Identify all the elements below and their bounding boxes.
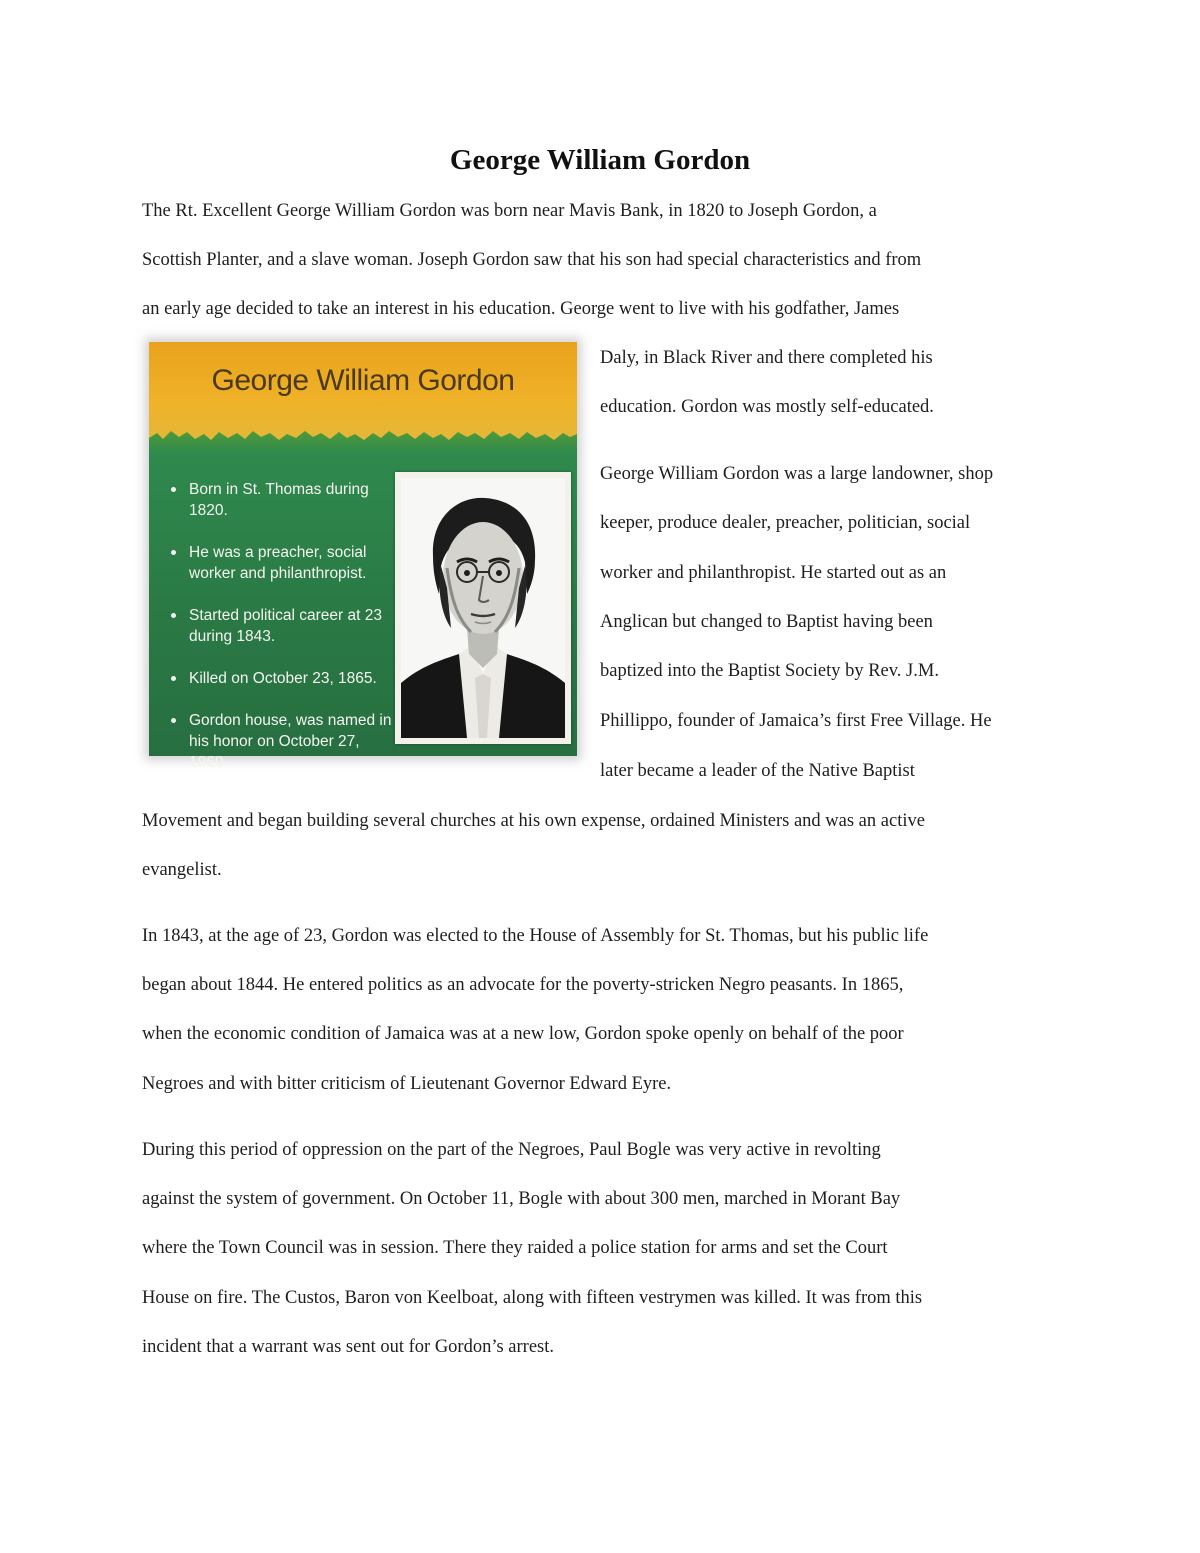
slide-bullet: He was a preacher, social worker and philanthropist. <box>169 542 399 584</box>
grass-divider <box>149 424 577 454</box>
paragraph-line: evangelist. <box>142 860 222 880</box>
paragraph-line: Anglican but changed to Baptist having been <box>600 612 933 632</box>
paragraph-line: Phillippo, founder of Jamaica’s first Free Village. He <box>600 711 992 731</box>
portrait-frame <box>395 472 571 744</box>
slide-bullet: Started political career at 23 during 1843. <box>169 605 399 647</box>
paragraph-line: baptized into the Baptist Society by Rev. J.M. <box>600 661 939 681</box>
paragraph-line: During this period of oppression on the part of the Negroes, Paul Bogle was very active in revolting <box>142 1140 881 1160</box>
paragraph-line: House on fire. The Custos, Baron von Keelboat, along with fifteen vestrymen was killed. It was from this <box>142 1288 923 1308</box>
paragraph-line: education. Gordon was mostly self-educated. <box>600 397 934 417</box>
paragraph-line: incident that a warrant was sent out for Gordon’s arrest. <box>142 1337 555 1357</box>
paragraph-line: The Rt. Excellent George William Gordon was born near Mavis Bank, in 1820 to Joseph Gordon, a <box>142 201 877 221</box>
paragraph-line: keeper, produce dealer, preacher, politician, social <box>600 513 971 533</box>
paragraph-line: Scottish Planter, and a slave woman. Joseph Gordon saw that his son had special characteristics and from <box>142 250 922 270</box>
paragraph-line: began about 1844. He entered politics as an advocate for the poverty-stricken Negro peasants. In 1865, <box>142 975 904 995</box>
paragraph-line: against the system of government. On October 11, Bogle with about 300 men, marched in Morant Bay <box>142 1189 901 1209</box>
portrait-engraving <box>401 478 565 738</box>
paragraph-line: In 1843, at the age of 23, Gordon was elected to the House of Assembly for St. Thomas, but his public life <box>142 926 929 946</box>
slide-image <box>149 342 577 771</box>
paragraph-line: Negroes and with bitter criticism of Lieutenant Governor Edward Eyre. <box>142 1074 672 1094</box>
slide-bullet: Gordon house, was named in his honor on October 27, 1960. <box>169 710 399 773</box>
paragraph-line: George William Gordon was a large landowner, shop <box>600 464 994 484</box>
paragraph-line: Daly, in Black River and there completed his <box>600 348 933 368</box>
paragraph-line: Movement and began building several churches at his own expense, ordained Ministers and was an active <box>142 811 925 831</box>
paragraph-line: when the economic condition of Jamaica was at a new low, Gordon spoke openly on behalf of the poor <box>142 1024 904 1044</box>
slide-bullet: Born in St. Thomas during 1820. <box>169 479 399 521</box>
slide-bullet-list <box>169 479 399 794</box>
paragraph-line: later became a leader of the Native Baptist <box>600 761 915 781</box>
page-title: George William Gordon <box>449 144 751 176</box>
paragraph-line: an early age decided to take an interest in his education. George went to live with his godfather, James <box>142 299 900 319</box>
slide-title: George William Gordon <box>211 364 515 397</box>
paragraph-line: worker and philanthropist. He started out as an <box>600 563 947 583</box>
slide-bullet: Killed on October 23, 1865. <box>169 668 399 689</box>
paragraph-line: where the Town Council was in session. There they raided a police station for arms and set the Court <box>142 1238 888 1258</box>
